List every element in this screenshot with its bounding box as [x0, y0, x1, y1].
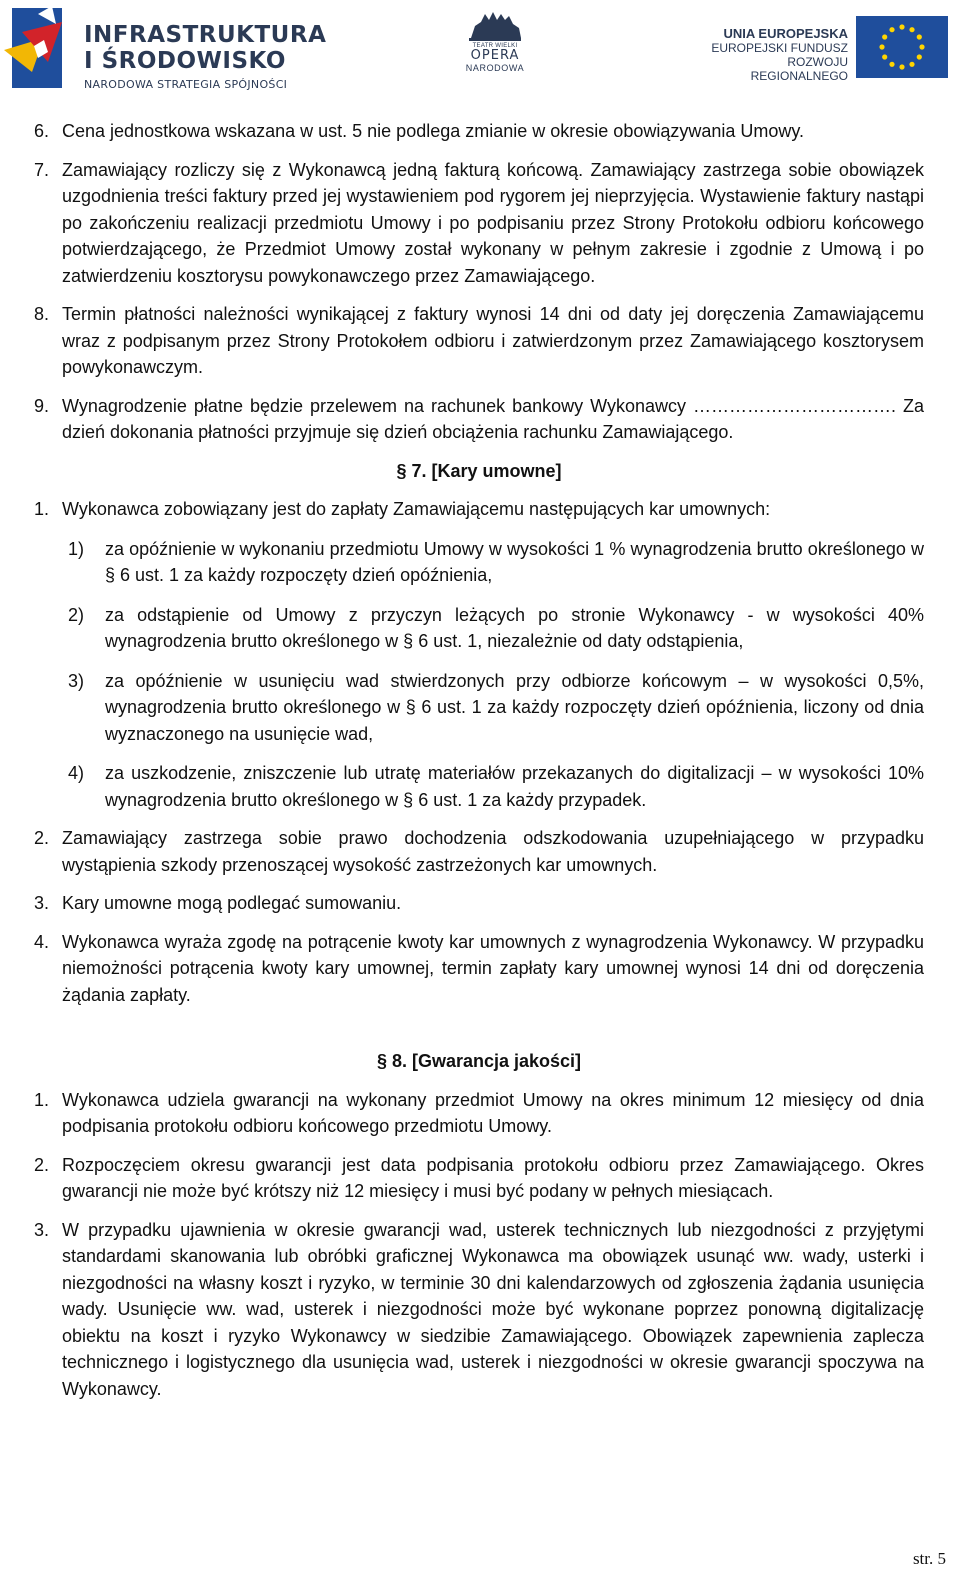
eu-line1: UNIA EUROPEJSKA — [723, 26, 848, 41]
sub-list-item — [68, 760, 924, 813]
page-number: str. 5 — [912, 1549, 946, 1568]
item-number: 1. — [34, 499, 50, 519]
sub-list-item — [68, 602, 924, 655]
list-item — [34, 1152, 924, 1205]
item-text: Zamawiający rozliczy się z Wykonawcą jedną fakturą końcową. Zamawiający zastrzega sobie obowiązek uzgodnienia treści faktury przed jej wystawieniem pod rygorem jej nieprzyjęcia. Wystawienie faktury nastąpi po zakończeniu realizacji przedmiotu Umowy i po podpisaniu przez Strony Protokołu odbioru końcowego potwierdzającego, że Przedmiot Umowy został wykonany w pełnym zakresie i zgodnie z Umową i po zatwierdzeniu kosztorysu powykonawczego przez Zamawiającego. — [62, 159, 924, 286]
list-item — [34, 157, 924, 290]
item-text: Zamawiający zastrzega sobie prawo dochodzenia odszkodowania uzupełniającego w przypadku wystąpienia szkody przenoszącej wysokość zastrzeżonych kar umownych. — [62, 828, 924, 875]
list-item — [34, 118, 924, 145]
item-text: Kary umowne mogą podlegać sumowaniu. — [62, 893, 402, 913]
star-emblem-icon — [4, 2, 66, 94]
section-heading-gwarancja: § 8. [Gwarancja jakości] — [376, 1051, 582, 1071]
item-number: 4. — [34, 931, 50, 952]
item-text: Wykonawca wyraża zgodę na potrącenie kwoty kar umownych z wynagrodzenia Wykonawcy. W przypadku niemożności potrącenia kwoty kary umownej, termin zapłaty kary umownej wynosi 14 dni od doręczenia żądania zapłaty. — [62, 931, 924, 1005]
item-number: 6. — [34, 121, 50, 141]
eu-flag-icon — [856, 16, 948, 78]
item-text: Cena jednostkowa wskazana w ust. 5 nie podlega zmianie w okresie obowiązywania Umowy. — [62, 121, 805, 141]
sub-item-number: 1) — [68, 538, 85, 559]
item-text: Rozpoczęciem okresu gwarancji jest data podpisania protokołu odbioru przez Zamawiającego. Okres gwarancji nie może być krótszy niż 12 miesięcy i musi być podany w pełnych miesiącach. — [62, 1154, 924, 1201]
opera-small-text: TEATR WIELKI — [472, 43, 518, 49]
list-item — [34, 929, 924, 1009]
item-text: Wynagrodzenie płatne będzie przelewem na rachunek bankowy Wykonawcy ……………………………. Za dzień dokonania płatności przyjmuje się dzień obciążenia rachunku Zamawiającego. — [62, 395, 924, 442]
eu-logo — [690, 16, 954, 82]
item-text: W przypadku ujawnienia w okresie gwarancji wad, usterek technicznych lub niezgodności z przyjętymi standardami skanowania lub obróbki graficznej Wykonawca ma obowiązek usunąć ww. wady, usterki i niezgodności na własny koszt i ryzyko, w terminie 30 dni kalendarzowych od zgłoszenia żądania usunięcia wady. Usunięcie ww. wad, usterek i niezgodności może być wykonane poprzez ponowną digitalizację obiektu na koszt i ryzyko Wykonawcy w siedzibie Zamawiającego. Obowiązek zapewnienia zaplecza technicznego i logistycznego dla usunięcia wad, usterek i niezgodności w okresie gwarancji spoczywa na Wykonawcy. — [62, 1219, 924, 1399]
list-item — [34, 825, 924, 878]
sub-item-text: za uszkodzenie, zniszczenie lub utratę materiałów przekazanych do digitalizacji – w wysokości 10% wynagrodzenia brutto określonego w § 6 ust. 1 za każdy przypadek. — [105, 763, 924, 810]
opera-narodowa-text: NARODOWA — [465, 63, 525, 73]
sub-item-number: 2) — [68, 604, 85, 625]
opera-big-text: OPERA — [470, 48, 520, 63]
sub-list-item — [68, 536, 924, 589]
item-number: 7. — [34, 159, 50, 180]
logo-title-line1: INFRASTRUKTURA — [84, 22, 327, 48]
quadriga-icon — [465, 8, 525, 42]
infrastruktura-srodowisko-logo — [4, 2, 327, 94]
sub-item-text: za opóźnienie w wykonaniu przedmiotu Umowy w wysokości 1 % wynagrodzenia brutto określonego w § 6 ust. 1 za każdy rozpoczęty dzień opóźnienia, — [105, 538, 924, 585]
item-text: Termin płatności należności wynikającej z faktury wynosi 14 dni od daty jej doręczenia Zamawiającemu wraz z podpisanym przez Strony Protokołem odbioru i zatwierdzonym przez Zamawiającego kosztorysem powykonawczym. — [62, 304, 924, 377]
item-number: 8. — [34, 304, 50, 324]
list-item — [34, 496, 924, 523]
item-number: 3. — [34, 1219, 50, 1240]
item-number: 3. — [34, 893, 50, 913]
opera-narodowa-logo — [455, 8, 535, 88]
sub-item-number: 3) — [68, 670, 85, 691]
list-item — [34, 301, 924, 381]
item-number: 2. — [34, 1154, 50, 1175]
list-item — [34, 1087, 924, 1140]
section-heading-kary-umowne: § 7. [Kary umowne] — [396, 460, 562, 481]
sub-item-number: 4) — [68, 763, 85, 783]
item-text: Wykonawca zobowiązany jest do zapłaty Zamawiającemu następujących kar umownych: — [62, 499, 771, 519]
item-number: 9. — [34, 395, 50, 416]
list-item — [34, 393, 924, 446]
document-body — [34, 118, 924, 1402]
eu-line2: EUROPEJSKI FUNDUSZ — [711, 41, 848, 55]
item-number: 2. — [34, 828, 50, 848]
item-text: Wykonawca udziela gwarancji na wykonany przedmiot Umowy na okres minimum 12 miesięcy od dnia podpisania protokołu odbioru końcowego przedmiotu Umowy. — [62, 1089, 924, 1136]
item-number: 1. — [34, 1089, 50, 1110]
list-item — [34, 890, 924, 917]
page-header — [0, 0, 960, 100]
list-item — [34, 1217, 924, 1403]
sub-item-text: za opóźnienie w usunięciu wad stwierdzonych przy odbiorze końcowym – w wysokości 0,5%, wynagrodzenia brutto określonego w § 6 ust. 1 za każdy rozpoczęty dzień opóźnienia, liczony od dnia wyznaczonego na usunięcie wad, — [105, 670, 924, 744]
sub-list-item — [68, 668, 924, 748]
logo-title-line2: I ŚRODOWISKO — [84, 48, 286, 74]
sub-item-text: za odstąpienie od Umowy z przyczyn leżących po stronie Wykonawcy - w wysokości 40% wynagrodzenia brutto określonego w § 6 ust. 1, niezależnie od daty odstąpienia, — [105, 604, 924, 651]
eu-line3: ROZWOJU REGIONALNEGO — [750, 55, 848, 83]
logo-subtitle: NARODOWA STRATEGIA SPÓJNOŚCI — [84, 78, 288, 91]
